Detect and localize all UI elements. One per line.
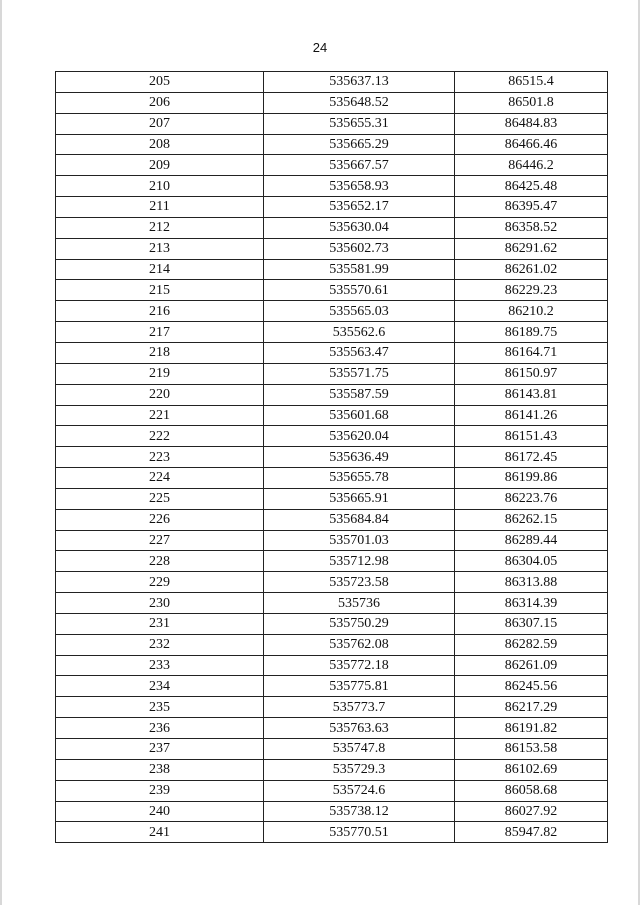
point-number-cell: 233 <box>56 655 264 676</box>
y-coordinate-cell: 86223.76 <box>455 488 608 509</box>
point-number-cell: 238 <box>56 759 264 780</box>
x-coordinate-cell: 535775.81 <box>264 676 455 697</box>
coordinates-table-container <box>55 71 607 843</box>
x-coordinate-cell: 535601.68 <box>264 405 455 426</box>
y-coordinate-cell: 86466.46 <box>455 134 608 155</box>
point-number-cell: 224 <box>56 468 264 489</box>
table-row <box>56 197 608 218</box>
point-number-cell: 223 <box>56 447 264 468</box>
table-row <box>56 363 608 384</box>
y-coordinate-cell: 86289.44 <box>455 530 608 551</box>
y-coordinate-cell: 86262.15 <box>455 509 608 530</box>
point-number-cell: 209 <box>56 155 264 176</box>
x-coordinate-cell: 535738.12 <box>264 801 455 822</box>
x-coordinate-cell: 535570.61 <box>264 280 455 301</box>
coordinates-table <box>55 71 608 843</box>
x-coordinate-cell: 535637.13 <box>264 72 455 93</box>
y-coordinate-cell: 86282.59 <box>455 634 608 655</box>
x-coordinate-cell: 535581.99 <box>264 259 455 280</box>
table-row <box>56 801 608 822</box>
x-coordinate-cell: 535750.29 <box>264 613 455 634</box>
y-coordinate-cell: 86153.58 <box>455 739 608 760</box>
y-coordinate-cell: 86217.29 <box>455 697 608 718</box>
point-number-cell: 221 <box>56 405 264 426</box>
y-coordinate-cell: 86446.2 <box>455 155 608 176</box>
point-number-cell: 230 <box>56 593 264 614</box>
point-number-cell: 205 <box>56 72 264 93</box>
point-number-cell: 222 <box>56 426 264 447</box>
x-coordinate-cell: 535701.03 <box>264 530 455 551</box>
page-number: 24 <box>312 40 328 55</box>
y-coordinate-cell: 86261.09 <box>455 655 608 676</box>
y-coordinate-cell: 86304.05 <box>455 551 608 572</box>
point-number-cell: 240 <box>56 801 264 822</box>
point-number-cell: 231 <box>56 613 264 634</box>
table-row <box>56 593 608 614</box>
table-row <box>56 301 608 322</box>
x-coordinate-cell: 535770.51 <box>264 822 455 843</box>
point-number-cell: 217 <box>56 322 264 343</box>
table-row <box>56 259 608 280</box>
x-coordinate-cell: 535729.3 <box>264 759 455 780</box>
table-row <box>56 655 608 676</box>
y-coordinate-cell: 86229.23 <box>455 280 608 301</box>
x-coordinate-cell: 535655.78 <box>264 468 455 489</box>
scan-edge-left <box>0 0 2 905</box>
table-row <box>56 780 608 801</box>
x-coordinate-cell: 535712.98 <box>264 551 455 572</box>
point-number-cell: 207 <box>56 113 264 134</box>
table-row <box>56 72 608 93</box>
x-coordinate-cell: 535772.18 <box>264 655 455 676</box>
y-coordinate-cell: 86058.68 <box>455 780 608 801</box>
point-number-cell: 241 <box>56 822 264 843</box>
x-coordinate-cell: 535563.47 <box>264 342 455 363</box>
y-coordinate-cell: 86501.8 <box>455 92 608 113</box>
point-number-cell: 219 <box>56 363 264 384</box>
y-coordinate-cell: 86172.45 <box>455 447 608 468</box>
point-number-cell: 213 <box>56 238 264 259</box>
x-coordinate-cell: 535648.52 <box>264 92 455 113</box>
x-coordinate-cell: 535602.73 <box>264 238 455 259</box>
y-coordinate-cell: 86425.48 <box>455 176 608 197</box>
point-number-cell: 239 <box>56 780 264 801</box>
point-number-cell: 214 <box>56 259 264 280</box>
x-coordinate-cell: 535652.17 <box>264 197 455 218</box>
y-coordinate-cell: 86141.26 <box>455 405 608 426</box>
y-coordinate-cell: 86484.83 <box>455 113 608 134</box>
table-row <box>56 447 608 468</box>
y-coordinate-cell: 86150.97 <box>455 363 608 384</box>
table-row <box>56 488 608 509</box>
point-number-cell: 237 <box>56 739 264 760</box>
point-number-cell: 210 <box>56 176 264 197</box>
x-coordinate-cell: 535762.08 <box>264 634 455 655</box>
y-coordinate-cell: 86210.2 <box>455 301 608 322</box>
point-number-cell: 208 <box>56 134 264 155</box>
y-coordinate-cell: 86515.4 <box>455 72 608 93</box>
y-coordinate-cell: 86314.39 <box>455 593 608 614</box>
table-row <box>56 155 608 176</box>
table-row <box>56 759 608 780</box>
y-coordinate-cell: 86143.81 <box>455 384 608 405</box>
table-row <box>56 426 608 447</box>
x-coordinate-cell: 535684.84 <box>264 509 455 530</box>
point-number-cell: 206 <box>56 92 264 113</box>
x-coordinate-cell: 535723.58 <box>264 572 455 593</box>
table-row <box>56 509 608 530</box>
point-number-cell: 211 <box>56 197 264 218</box>
table-row <box>56 822 608 843</box>
x-coordinate-cell: 535630.04 <box>264 217 455 238</box>
point-number-cell: 228 <box>56 551 264 572</box>
point-number-cell: 234 <box>56 676 264 697</box>
x-coordinate-cell: 535562.6 <box>264 322 455 343</box>
x-coordinate-cell: 535667.57 <box>264 155 455 176</box>
point-number-cell: 235 <box>56 697 264 718</box>
table-row <box>56 530 608 551</box>
x-coordinate-cell: 535636.49 <box>264 447 455 468</box>
table-row <box>56 613 608 634</box>
y-coordinate-cell: 86358.52 <box>455 217 608 238</box>
table-row <box>56 280 608 301</box>
table-row <box>56 113 608 134</box>
x-coordinate-cell: 535571.75 <box>264 363 455 384</box>
y-coordinate-cell: 86102.69 <box>455 759 608 780</box>
table-row <box>56 405 608 426</box>
table-row <box>56 384 608 405</box>
table-row <box>56 92 608 113</box>
table-body <box>56 72 608 843</box>
table-row <box>56 134 608 155</box>
y-coordinate-cell: 86291.62 <box>455 238 608 259</box>
x-coordinate-cell: 535763.63 <box>264 718 455 739</box>
x-coordinate-cell: 535773.7 <box>264 697 455 718</box>
x-coordinate-cell: 535620.04 <box>264 426 455 447</box>
y-coordinate-cell: 86164.71 <box>455 342 608 363</box>
table-row <box>56 697 608 718</box>
y-coordinate-cell: 85947.82 <box>455 822 608 843</box>
point-number-cell: 212 <box>56 217 264 238</box>
point-number-cell: 225 <box>56 488 264 509</box>
y-coordinate-cell: 86245.56 <box>455 676 608 697</box>
y-coordinate-cell: 86313.88 <box>455 572 608 593</box>
y-coordinate-cell: 86151.43 <box>455 426 608 447</box>
point-number-cell: 236 <box>56 718 264 739</box>
x-coordinate-cell: 535665.29 <box>264 134 455 155</box>
x-coordinate-cell: 535587.59 <box>264 384 455 405</box>
point-number-cell: 216 <box>56 301 264 322</box>
point-number-cell: 229 <box>56 572 264 593</box>
table-row <box>56 238 608 259</box>
table-row <box>56 739 608 760</box>
point-number-cell: 227 <box>56 530 264 551</box>
x-coordinate-cell: 535665.91 <box>264 488 455 509</box>
x-coordinate-cell: 535565.03 <box>264 301 455 322</box>
table-row <box>56 176 608 197</box>
x-coordinate-cell: 535747.8 <box>264 739 455 760</box>
y-coordinate-cell: 86199.86 <box>455 468 608 489</box>
table-row <box>56 634 608 655</box>
y-coordinate-cell: 86027.92 <box>455 801 608 822</box>
table-row <box>56 342 608 363</box>
table-row <box>56 322 608 343</box>
point-number-cell: 220 <box>56 384 264 405</box>
table-row <box>56 551 608 572</box>
table-row <box>56 217 608 238</box>
y-coordinate-cell: 86395.47 <box>455 197 608 218</box>
table-row <box>56 676 608 697</box>
point-number-cell: 226 <box>56 509 264 530</box>
table-row <box>56 718 608 739</box>
point-number-cell: 215 <box>56 280 264 301</box>
table-row <box>56 468 608 489</box>
y-coordinate-cell: 86307.15 <box>455 613 608 634</box>
table-row <box>56 572 608 593</box>
y-coordinate-cell: 86191.82 <box>455 718 608 739</box>
y-coordinate-cell: 86189.75 <box>455 322 608 343</box>
point-number-cell: 218 <box>56 342 264 363</box>
y-coordinate-cell: 86261.02 <box>455 259 608 280</box>
x-coordinate-cell: 535655.31 <box>264 113 455 134</box>
point-number-cell: 232 <box>56 634 264 655</box>
x-coordinate-cell: 535736 <box>264 593 455 614</box>
x-coordinate-cell: 535724.6 <box>264 780 455 801</box>
x-coordinate-cell: 535658.93 <box>264 176 455 197</box>
